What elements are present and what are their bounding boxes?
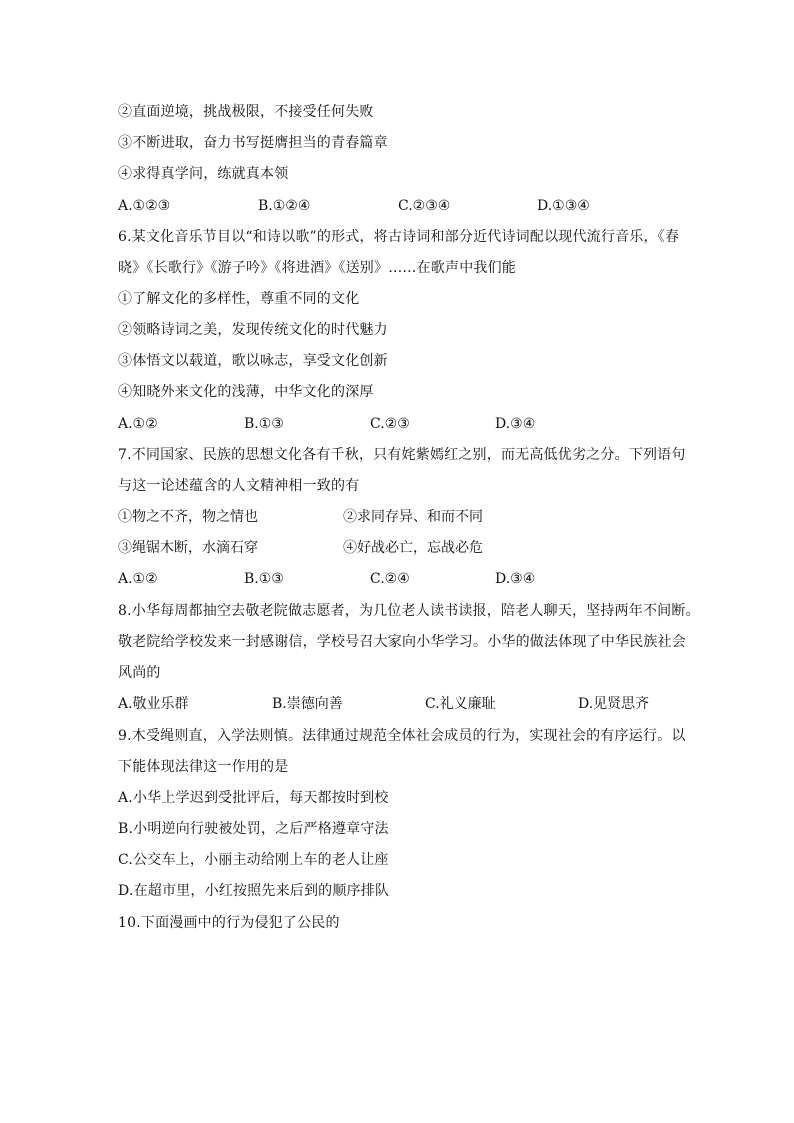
q9-option-a: A.小华上学迟到受批评后，每天都按时到校 [118,790,389,806]
q7-option-b: B.①③ [244,571,284,587]
q8-stem-line-2: 敬老院给学校发来一封感谢信，学校号召大家向小华学习。小华的做法体现了中华民族社会 [118,634,686,650]
q6-stem-line-1: 6.某文化音乐节目以“和诗以歌”的形式，将古诗词和部分近代诗词配以现代流行音乐，《春 [118,229,680,245]
q7-option-a: A.①② [118,571,158,587]
q7-item-3: ③绳锯木断，水滴石穿 [118,540,258,556]
q5-item-4: ④求得真学问，练就真本领 [118,166,289,182]
q7-item-1: ①物之不齐，物之情也 [118,509,258,525]
q9-stem-line-2: 下能体现法律这一作用的是 [118,759,289,775]
q5-item-2: ②直面逆境，挑战极限，不接受任何失败 [118,104,374,120]
q6-stem-line-2: 晓》《长歌行》《游子吟》《将进酒》《送别》……在歌声中我们能 [118,260,516,276]
q5-option-c: C.②③④ [398,198,451,214]
q5-item-3: ③不断进取，奋力书写挺膺担当的青春篇章 [118,135,388,151]
q6-item-2: ②领略诗词之美，发现传统文化的时代魅力 [118,322,388,338]
q6-option-b: B.①③ [244,416,284,432]
q8-option-a: A.敬业乐群 [118,696,189,712]
q7-option-d: D.③④ [495,571,536,587]
q8-option-c: C.礼义廉耻 [425,696,496,712]
q6-option-d: D.③④ [495,416,536,432]
q8-option-b: B.崇德向善 [272,696,343,712]
q6-item-1: ①了解文化的多样性，尊重不同的文化 [118,291,360,307]
q9-stem-line-1: 9.木受绳则直，入学法则慎。法律通过规范全体社会成员的行为，实现社会的有序运行。以 [118,728,686,744]
q7-stem-line-1: 7.不同国家、民族的思想文化各有千秋，只有姹紫嫣红之别，而无高低优劣之分。下列语句 [118,447,686,463]
q10-stem: 10.下面漫画中的行为侵犯了公民的 [118,915,340,931]
q5-option-d: D.①③④ [537,198,590,214]
q7-item-2: ②求同存异、和而不同 [343,509,483,525]
q5-option-a: A.①②③ [118,198,171,214]
q5-option-b: B.①②④ [258,198,311,214]
q7-stem-line-2: 与这一论述蕴含的人文精神相一致的有 [118,478,360,494]
q7-item-4: ④好战必亡，忘战必危 [343,540,483,556]
q6-option-a: A.①② [118,416,158,432]
q6-item-4: ④知晓外来文化的浅薄，中华文化的深厚 [118,384,374,400]
q9-option-d: D.在超市里，小红按照先来后到的顺序排队 [118,883,390,899]
q6-option-c: C.②③ [370,416,410,432]
q7-option-c: C.②④ [370,571,410,587]
q9-option-b: B.小明逆向行驶被处罚，之后严格遵章守法 [118,821,389,837]
q8-stem-line-1: 8.小华每周都抽空去敬老院做志愿者，为几位老人读书读报，陪老人聊天，坚持两年不间断。 [118,603,700,619]
q8-stem-line-3: 风尚的 [118,665,161,681]
q9-option-c: C.公交车上，小丽主动给刚上车的老人让座 [118,852,389,868]
q6-item-3: ③体悟文以载道，歌以咏志，享受文化创新 [118,353,388,369]
q8-option-d: D.见贤思齐 [578,696,650,712]
